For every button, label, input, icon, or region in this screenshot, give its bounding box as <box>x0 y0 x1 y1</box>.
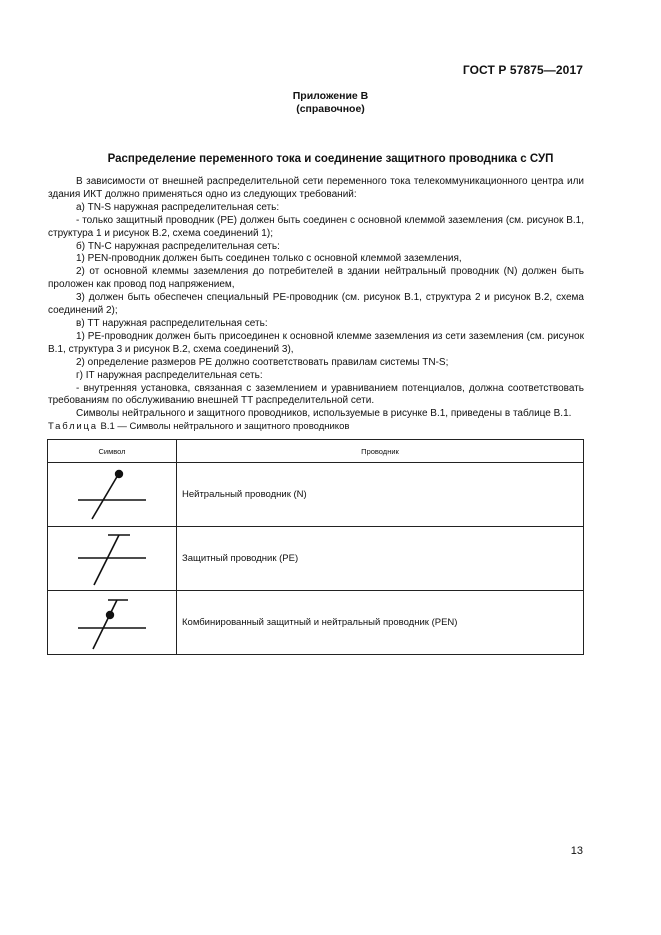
symbols-table <box>47 439 584 655</box>
conductor-cell: Защитный проводник (PE) <box>177 527 584 591</box>
conductor-cell: Нейтральный проводник (N) <box>177 463 584 527</box>
table-header-row <box>48 440 584 463</box>
paragraph: г) IT наружная распределительная сеть: <box>76 369 263 381</box>
appendix-subtitle: (справочное) <box>296 103 365 115</box>
paragraph: 2) от основной клеммы заземления до потребителей в здании нейтральный проводник (N) должен быть проложен как провод под напряжением, <box>48 266 584 291</box>
paragraph: 3) должен быть обеспечен специальный PE-проводник (см. рисунок В.1, структура 2 и рисунок В.2, схема соединений 2); <box>48 292 584 317</box>
symbol-cell <box>48 463 177 527</box>
header-conductor: Проводник <box>177 440 584 463</box>
symbol-cell <box>48 591 177 655</box>
pen-conductor-icon <box>72 595 152 651</box>
paragraph: - только защитный проводник (PE) должен быть соединен с основной клеммой заземления (см. рисунок В.1, структура 1 и рисунок В.2, схема соединений 1); <box>48 214 584 239</box>
table-caption-prefix: Таблица <box>48 421 98 432</box>
paragraph: а) TN-S наружная распределительная сеть: <box>76 201 280 213</box>
section-title: Распределение переменного тока и соединение защитного проводника с СУП <box>107 153 554 165</box>
table-row <box>48 591 584 655</box>
table-caption <box>48 421 349 432</box>
paragraph: 1) PE-проводник должен быть присоединен к основной клемме заземления из сети заземления (см. рисунок В.1, структура 3 и рисунок В.2, схема соединений 3), <box>48 330 584 355</box>
document-code: ГОСТ Р 57875—2017 <box>462 63 583 77</box>
paragraph: Символы нейтрального и защитного проводников, используемые в рисунке В.1, приведены в таблице В.1. <box>76 408 572 420</box>
paragraph: б) TN-C наружная распределительная сеть: <box>76 240 280 252</box>
page-number: 13 <box>570 845 583 857</box>
neutral-conductor-icon <box>72 467 152 523</box>
paragraph: 1) PEN-проводник должен быть соединен только с основной клеммой заземления, <box>76 253 462 265</box>
paragraph: в) TT наружная распределительная сеть: <box>76 317 268 329</box>
table-row <box>48 527 584 591</box>
appendix-heading <box>0 90 661 116</box>
table-row <box>48 463 584 527</box>
paragraph: 2) определение размеров PE должно соответствовать правилам системы TN-S; <box>76 356 449 368</box>
appendix-title: Приложение В <box>292 90 369 102</box>
protective-conductor-icon <box>72 531 152 587</box>
table-caption-text: В.1 — Символы нейтрального и защитного проводников <box>97 421 350 432</box>
header-symbol: Символ <box>48 440 177 463</box>
symbol-cell <box>48 527 177 591</box>
paragraph: В зависимости от внешней распределительной сети переменного тока телекоммуникационного центра или здания ИКТ должно применяться одно из следующих требований: <box>48 176 584 200</box>
paragraph: - внутренняя установка, связанная с заземлением и уравниванием потенциалов, должна соответствовать требованиям по обслуживанию внешней TT распределительной сети. <box>48 382 584 407</box>
body-text <box>48 176 584 421</box>
conductor-cell: Комбинированный защитный и нейтральный проводник (PEN) <box>177 591 584 655</box>
